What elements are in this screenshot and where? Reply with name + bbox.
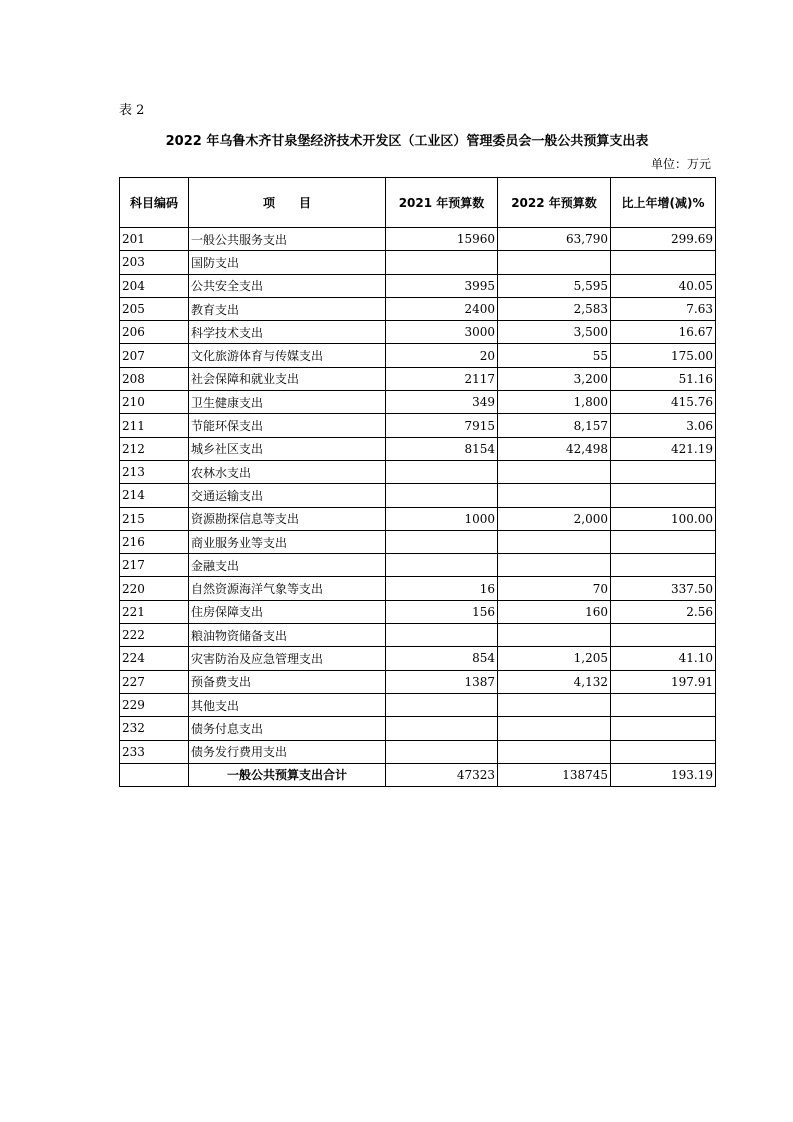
row-2022-value: 70 bbox=[498, 577, 611, 600]
row-code: 201 bbox=[120, 228, 189, 251]
table-row bbox=[120, 554, 716, 577]
row-name: 科学技术支出 bbox=[189, 321, 386, 344]
row-2022-value: 8,157 bbox=[498, 414, 611, 437]
table-row bbox=[120, 274, 716, 297]
row-change-value: 7.63 bbox=[611, 297, 716, 320]
row-2021-value bbox=[386, 693, 498, 716]
row-2022-value bbox=[498, 554, 611, 577]
row-name: 文化旅游体育与传媒支出 bbox=[189, 344, 386, 367]
row-code: 210 bbox=[120, 391, 189, 414]
table-row bbox=[120, 647, 716, 670]
row-change-value: 299.69 bbox=[611, 228, 716, 251]
row-2021-value bbox=[386, 460, 498, 483]
row-2021-value: 3000 bbox=[386, 321, 498, 344]
row-code: 203 bbox=[120, 251, 189, 274]
row-2021-value: 2117 bbox=[386, 367, 498, 390]
total-change-value: 193.19 bbox=[611, 763, 716, 786]
row-name: 一般公共服务支出 bbox=[189, 228, 386, 251]
table-number-label: 表 2 bbox=[119, 103, 145, 118]
row-name: 住房保障支出 bbox=[189, 600, 386, 623]
row-2022-value: 55 bbox=[498, 344, 611, 367]
header-2021: 2021 年预算数 bbox=[386, 178, 498, 228]
row-name: 节能环保支出 bbox=[189, 414, 386, 437]
row-change-value: 421.19 bbox=[611, 437, 716, 460]
row-name: 灾害防治及应急管理支出 bbox=[189, 647, 386, 670]
row-name: 交通运输支出 bbox=[189, 484, 386, 507]
row-2021-value: 7915 bbox=[386, 414, 498, 437]
row-2021-value bbox=[386, 554, 498, 577]
row-2021-value bbox=[386, 251, 498, 274]
unit-label: 单位：万元 bbox=[650, 157, 711, 171]
row-2022-value: 2,583 bbox=[498, 297, 611, 320]
row-code: 204 bbox=[120, 274, 189, 297]
row-change-value: 197.91 bbox=[611, 670, 716, 693]
row-change-value: 51.16 bbox=[611, 367, 716, 390]
row-change-value: 415.76 bbox=[611, 391, 716, 414]
row-2021-value: 854 bbox=[386, 647, 498, 670]
row-code: 206 bbox=[120, 321, 189, 344]
row-change-value: 41.10 bbox=[611, 647, 716, 670]
table-body bbox=[120, 228, 716, 787]
row-name: 其他支出 bbox=[189, 693, 386, 716]
table-row bbox=[120, 624, 716, 647]
row-name: 城乡社区支出 bbox=[189, 437, 386, 460]
row-change-value: 337.50 bbox=[611, 577, 716, 600]
row-name: 国防支出 bbox=[189, 251, 386, 274]
row-2021-value: 349 bbox=[386, 391, 498, 414]
row-name: 债务发行费用支出 bbox=[189, 740, 386, 763]
budget-table bbox=[119, 177, 716, 787]
row-2021-value: 3995 bbox=[386, 274, 498, 297]
row-2021-value: 2400 bbox=[386, 297, 498, 320]
row-2022-value bbox=[498, 251, 611, 274]
row-code: 217 bbox=[120, 554, 189, 577]
table-row bbox=[120, 577, 716, 600]
row-code: 233 bbox=[120, 740, 189, 763]
row-code: 222 bbox=[120, 624, 189, 647]
row-2022-value bbox=[498, 740, 611, 763]
table-row bbox=[120, 321, 716, 344]
row-2021-value: 15960 bbox=[386, 228, 498, 251]
row-code: 214 bbox=[120, 484, 189, 507]
row-2022-value bbox=[498, 693, 611, 716]
row-change-value bbox=[611, 530, 716, 553]
row-name: 公共安全支出 bbox=[189, 274, 386, 297]
row-2021-value bbox=[386, 624, 498, 647]
row-2022-value bbox=[498, 484, 611, 507]
row-name: 商业服务业等支出 bbox=[189, 530, 386, 553]
header-item: 项 目 bbox=[189, 178, 386, 228]
row-2021-value: 1387 bbox=[386, 670, 498, 693]
row-2021-value bbox=[386, 717, 498, 740]
table-row bbox=[120, 297, 716, 320]
header-code: 科目编码 bbox=[120, 178, 189, 228]
row-2022-value bbox=[498, 624, 611, 647]
row-change-value bbox=[611, 717, 716, 740]
row-code: 220 bbox=[120, 577, 189, 600]
row-change-value: 3.06 bbox=[611, 414, 716, 437]
row-2021-value: 16 bbox=[386, 577, 498, 600]
row-change-value: 40.05 bbox=[611, 274, 716, 297]
row-change-value: 175.00 bbox=[611, 344, 716, 367]
row-2022-value: 2,000 bbox=[498, 507, 611, 530]
table-row bbox=[120, 530, 716, 553]
row-name: 资源勘探信息等支出 bbox=[189, 507, 386, 530]
table-row bbox=[120, 414, 716, 437]
table-row bbox=[120, 228, 716, 251]
total-2021-value: 47323 bbox=[386, 763, 498, 786]
row-name: 农林水支出 bbox=[189, 460, 386, 483]
row-2022-value: 3,500 bbox=[498, 321, 611, 344]
row-code: 208 bbox=[120, 367, 189, 390]
table-row bbox=[120, 367, 716, 390]
table-row bbox=[120, 507, 716, 530]
row-2021-value bbox=[386, 530, 498, 553]
row-2022-value: 5,595 bbox=[498, 274, 611, 297]
row-name: 金融支出 bbox=[189, 554, 386, 577]
row-2022-value: 42,498 bbox=[498, 437, 611, 460]
table-row bbox=[120, 670, 716, 693]
table-row bbox=[120, 460, 716, 483]
row-code: 232 bbox=[120, 717, 189, 740]
row-2022-value bbox=[498, 717, 611, 740]
row-2021-value bbox=[386, 484, 498, 507]
row-code: 227 bbox=[120, 670, 189, 693]
row-change-value bbox=[611, 740, 716, 763]
row-code: 207 bbox=[120, 344, 189, 367]
total-2022-value: 138745 bbox=[498, 763, 611, 786]
row-name: 教育支出 bbox=[189, 297, 386, 320]
row-name: 卫生健康支出 bbox=[189, 391, 386, 414]
row-change-value bbox=[611, 484, 716, 507]
row-2021-value: 1000 bbox=[386, 507, 498, 530]
table-row bbox=[120, 437, 716, 460]
table-row bbox=[120, 693, 716, 716]
row-2022-value: 63,790 bbox=[498, 228, 611, 251]
row-2022-value: 3,200 bbox=[498, 367, 611, 390]
row-change-value bbox=[611, 251, 716, 274]
row-name: 社会保障和就业支出 bbox=[189, 367, 386, 390]
row-2022-value: 4,132 bbox=[498, 670, 611, 693]
row-code: 216 bbox=[120, 530, 189, 553]
row-2022-value: 160 bbox=[498, 600, 611, 623]
table-row bbox=[120, 484, 716, 507]
row-2021-value bbox=[386, 740, 498, 763]
row-change-value: 100.00 bbox=[611, 507, 716, 530]
total-code bbox=[120, 763, 189, 786]
row-change-value bbox=[611, 554, 716, 577]
row-change-value: 16.67 bbox=[611, 321, 716, 344]
table-header-row bbox=[120, 178, 716, 228]
row-name: 债务付息支出 bbox=[189, 717, 386, 740]
row-change-value bbox=[611, 460, 716, 483]
row-change-value bbox=[611, 624, 716, 647]
row-code: 211 bbox=[120, 414, 189, 437]
table-row bbox=[120, 600, 716, 623]
row-name: 自然资源海洋气象等支出 bbox=[189, 577, 386, 600]
total-name: 一般公共预算支出合计 bbox=[189, 763, 386, 786]
row-2022-value: 1,800 bbox=[498, 391, 611, 414]
row-name: 粮油物资储备支出 bbox=[189, 624, 386, 647]
row-code: 221 bbox=[120, 600, 189, 623]
table-row bbox=[120, 717, 716, 740]
row-code: 213 bbox=[120, 460, 189, 483]
header-2022: 2022 年预算数 bbox=[498, 178, 611, 228]
row-2022-value bbox=[498, 460, 611, 483]
total-row bbox=[120, 763, 716, 786]
row-change-value: 2.56 bbox=[611, 600, 716, 623]
table-row bbox=[120, 344, 716, 367]
row-name: 预备费支出 bbox=[189, 670, 386, 693]
row-code: 215 bbox=[120, 507, 189, 530]
table-row bbox=[120, 740, 716, 763]
row-code: 205 bbox=[120, 297, 189, 320]
table-row bbox=[120, 391, 716, 414]
row-code: 224 bbox=[120, 647, 189, 670]
header-change: 比上年增(减)% bbox=[611, 178, 716, 228]
row-change-value bbox=[611, 693, 716, 716]
row-2021-value: 8154 bbox=[386, 437, 498, 460]
row-code: 212 bbox=[120, 437, 189, 460]
row-2022-value: 1,205 bbox=[498, 647, 611, 670]
row-code: 229 bbox=[120, 693, 189, 716]
page-title: 2022 年乌鲁木齐甘泉堡经济技术开发区（工业区）管理委员会一般公共预算支出表 bbox=[165, 134, 649, 149]
row-2022-value bbox=[498, 530, 611, 553]
row-2021-value: 20 bbox=[386, 344, 498, 367]
row-2021-value: 156 bbox=[386, 600, 498, 623]
table-row bbox=[120, 251, 716, 274]
